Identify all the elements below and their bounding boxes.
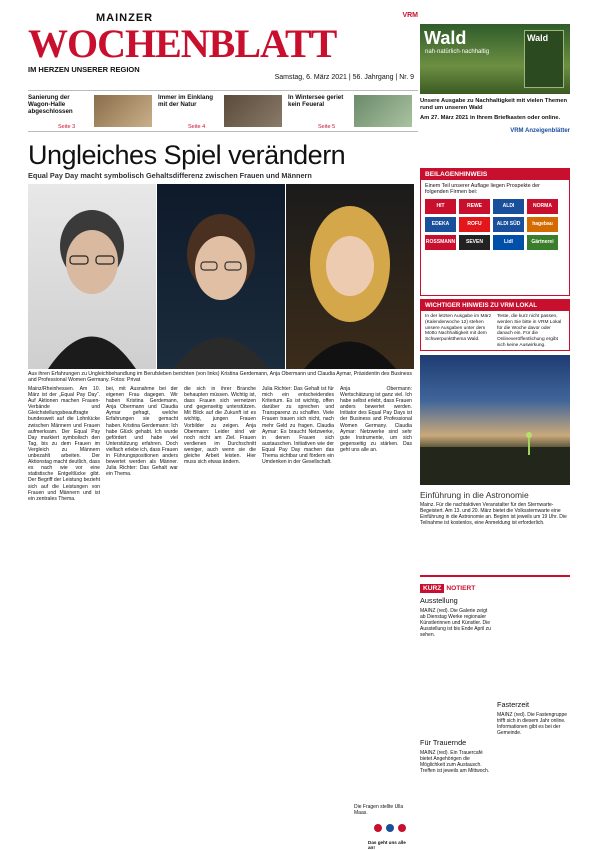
portrait-photo-2 — [157, 184, 285, 369]
article-column: Mainz/Rheinhessen. Am 10. März ist der „Equal Pay Day“. Auf Aktionen machen Frauen-Verbände und Gleichstellungsbeauftragte bundesweit auf die Lohnlücke zwischen Männern und Frauen aufmerksam. Der Equal Pay Day markiert symbolisch den Tag, bis zu dem Frauen im Vergleich zu Männern unbezahlt arbeiten. Der Aktionstag macht deutlich, dass es nach wie vor eine statistische Entgeltlücke gibt. Der Begriff der Leistung bezieht sich auf die Leistungen von Frauen und Männern und ist ein zentrales Thema. — [28, 386, 100, 502]
beilage-logo[interactable]: ALDI SÜD — [493, 217, 524, 232]
beilagen-logos — [421, 199, 569, 250]
beilage-logo[interactable]: NORMA — [527, 199, 558, 214]
hinweis-header: WICHTIGER HINWEIS ZU VRM LOKAL — [421, 300, 569, 311]
teaser-bar — [28, 90, 418, 132]
equal-pay-logo-text: Das geht uns alle an! — [368, 840, 406, 850]
teaser-title: In Wintersee geriet kein Feueral — [288, 94, 344, 109]
beilagen-header: BEILAGENHINWEIS — [421, 169, 569, 180]
beilage-logo[interactable]: ROSSMANN — [425, 235, 456, 250]
astronomy-text: Mainz. Für die nachtaktiven Veranstalter für den Sternwarte-Begeistert. Am 13. und 20. März bietet die Volkssternwarte eine Einführung in die Astronomie an. Beginn ist jeweils um 19 Uhr. Die Teilnahme ist kostenlos, eine Anmeldung ist erforderlich. — [420, 502, 567, 526]
beilage-logo[interactable]: hagebau — [527, 217, 558, 232]
article-column: Julia Richter: Das Gehalt ist für mich ein entscheidendes Kriterium. Es ist wichtig, offen darüber zu sprechen und Transparenz zu schaffen. Viele Frauen trauen sich nicht, nach mehr Geld zu fragen. Claudia Aymar: Es braucht Netzwerke, in denen Frauen sich austauschen. Initiativen wie der Equal Pay Day machen das Thema sichtbar und fördern ein Umdenken in der Gesellschaft. — [262, 386, 334, 466]
vrm-logo[interactable]: VRM — [402, 12, 418, 19]
wald-promo — [420, 98, 570, 135]
wald-ad-subtitle: nah·natürlich·nachhaltig — [425, 49, 490, 55]
kurz-section-title: Ausstellung — [420, 596, 458, 605]
teaser-item[interactable] — [28, 94, 154, 130]
article-author: Die Fragen stellte Ulla Maas. — [354, 804, 404, 816]
article-column: bei, mit Ausnahme bei der eigenen Frau dagegen. Wir haben Kristina Gerdemann, Anja Obermann und Claudia Aymar gefragt, welche Erfahrungen sie gemacht haben. Kristina Gerdemann: Ich habe Glück gehabt. Ich wurde gefördert und habe viel Unterstützung erfahren. Doch vielfach erlebe ich, dass Frauen in Führungspositionen anders bewertet werden als Männer. Julia Richter: Das Gehalt war ein Thema. — [106, 386, 178, 478]
teaser-item[interactable] — [288, 94, 414, 130]
article-column: Anja Obermann: Wertschätzung ist ganz viel. Ich habe selbst erlebt, dass Frauen anders bewertet werden. Initiator des Equal Pay Days ist der Business and Professional Women Germany. Claudia Aymar: Netzwerke sind sehr gute Instrumente, um sich gegenseitig zu stärken. Das geht uns alle an. — [340, 386, 412, 453]
teaser-page: Seite 3 — [58, 124, 76, 130]
masthead — [28, 12, 418, 84]
masthead-title[interactable]: WOCHENBLATT — [28, 21, 337, 66]
astronomy-title: Einführung in die Astronomie — [420, 490, 529, 500]
teaser-image — [94, 95, 152, 127]
hinweis-col-2: Teste, die kurz nicht passen, werden Sie bitte in VRM Lokal für die Woche davor oder danach ein. Für die Onlineveröffentlichung ergibt sich keine Auswirkung. — [497, 314, 562, 348]
article-column: die sich in ihrer Branche behaupten müssen. Wichtig ist, dass Frauen sich vernetzen und gegenseitig unterstützen. Mit Blick auf die Zukunft ist es wichtig, jungen Frauen Vorbilder zu zeigen. Anja Obermann: Leider sind wir noch nicht am Ziel. Frauen verdienen im Durchschnitt weniger, auch wenn sie die gleiche Arbeit leisten. Hier muss sich etwas ändern. — [184, 386, 256, 466]
portrait-photo-3 — [286, 184, 414, 369]
kurz-label: KURZ — [420, 584, 444, 593]
teaser-image — [354, 95, 412, 127]
kurz-section-title: Für Trauernde — [420, 738, 467, 747]
wald-magazine-cover — [524, 30, 564, 88]
kurz-section-text: MAINZ (red). Ein Trauercafé bietet Angehörigen die Möglichkeit zum Austausch. Treffen ist jeweils am Mittwoch. — [420, 750, 490, 774]
kurz-notiert-header — [420, 575, 570, 592]
beilage-logo[interactable]: SEVEN — [459, 235, 490, 250]
teaser-title: Sanierung der Wagon-Halle abgeschlossen — [28, 94, 73, 116]
photo-caption: Aus ihren Erfahrungen zu Ungleichbehandlung im Berufsleben berichten (von links) Kristina Gerdemann, Anja Obermann und Claudia Aymar, Präsidentin des Business and Professional Women Germany. Fotos: Privat — [28, 371, 412, 384]
beilage-logo[interactable]: EDEKA — [425, 217, 456, 232]
masthead-subtitle: IM HERZEN UNSERER REGION — [28, 65, 140, 74]
hinweis-box — [420, 299, 570, 351]
astronomy-photo — [420, 355, 570, 485]
teaser-item[interactable] — [158, 94, 284, 130]
beilage-logo[interactable]: HIT — [425, 199, 456, 214]
vrm-anzeigenblaetter-logo[interactable]: VRM Anzeigenblätter — [510, 128, 570, 134]
beilage-logo[interactable]: REWE — [459, 199, 490, 214]
beilagen-intro: Einem Teil unserer Auflage liegen Prospekte der folgenden Firmen bei: — [425, 183, 540, 196]
beilage-logo[interactable]: ROFU — [459, 217, 490, 232]
beilage-logo[interactable]: Lidl — [493, 235, 524, 250]
hinweis-col-1: In der letzten Ausgabe im März (Kalenderwoche 12) stehen unsere Ausgaben unter dem Motto Nachhaltigkeit mit dem Schwerpunktthema Wald. — [425, 314, 492, 343]
kurz-section-text: MAINZ (red). Die Galerie zeigt ab Dienstag Werke regionaler Künstlerinnen und Künstler. Die Ausstellung ist bis Ende April zu sehen. — [420, 608, 491, 638]
equal-pay-logo[interactable] — [368, 821, 412, 850]
wald-ad-title: Wald — [424, 28, 467, 48]
date-line: Samstag, 6. März 2021 | 56. Jahrgang | Nr. 9 — [274, 74, 414, 81]
kurz-section-text: MAINZ (red). Die Fastengruppe trifft sich in diesem Jahr online. Informationen gibt es bei der Gemeinde. — [497, 712, 568, 736]
teaser-page: Seite 5 — [318, 124, 336, 130]
beilage-logo[interactable]: ALDI — [493, 199, 524, 214]
main-article — [28, 386, 414, 850]
wald-ad[interactable] — [420, 24, 570, 94]
teaser-title: Immer im Einklang mit der Natur — [158, 94, 214, 109]
kurz-section-title: Fasterzeit — [497, 700, 530, 709]
masthead-top: MAINZER — [96, 12, 154, 24]
wald-promo-text: Unsere Ausgabe zu Nachhaltigkeit mit vielen Themen rund um unseren Wald — [420, 98, 567, 111]
wald-cover-title: Wald — [527, 33, 549, 43]
beilagen-box — [420, 168, 570, 296]
teaser-page: Seite 4 — [188, 124, 206, 130]
notiert-label: NOTIERT — [446, 585, 476, 592]
teaser-image — [224, 95, 282, 127]
portrait-photo-1 — [28, 184, 156, 369]
page-subhead: Equal Pay Day macht symbolisch Gehaltsdifferenz zwischen Frauen und Männern — [28, 171, 312, 180]
page-headline: Ungleiches Spiel verändern — [28, 140, 346, 170]
beilage-logo[interactable]: Gärtnerei — [527, 235, 558, 250]
wald-promo-date: Am 27. März 2021 in Ihrem Briefkasten oder online. — [420, 115, 561, 121]
